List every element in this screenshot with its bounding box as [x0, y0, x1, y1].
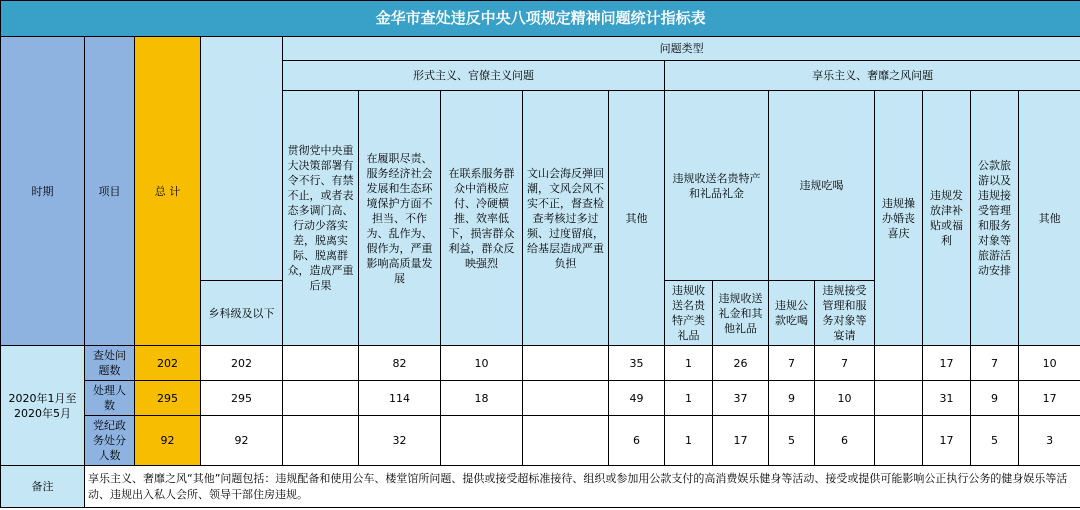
- header-formalism-other: 其他: [609, 91, 665, 346]
- cell: 7: [971, 346, 1019, 381]
- cell: 1: [665, 381, 713, 416]
- header-formalism-col-1: 贯彻党中央重大决策部署有令不行、有禁不止，或者表态多调门高、行动少落实差，脱离实际、脱离群众，造成严重后果: [283, 91, 359, 346]
- cell: [441, 416, 523, 466]
- row-total: 295: [135, 381, 201, 416]
- cell: 6: [609, 416, 665, 466]
- row-label: 党纪政务处分人数: [85, 416, 135, 466]
- row-township: 92: [201, 416, 283, 466]
- cell: 17: [1019, 381, 1080, 416]
- cell: 9: [769, 381, 815, 416]
- cell: [875, 346, 923, 381]
- note-text: 享乐主义、奢靡之风“其他”问题包括：违规配备和使用公车、楼堂馆所问题、提供或接受超标准接待、组织或参加用公款支付的高消费娱乐健身等活动、接受或提供可能影响公正执行公务的健身娱乐等活动、违规出入私人会所、领导干部住房违规。: [85, 466, 1080, 508]
- cell: 7: [769, 346, 815, 381]
- cell: [875, 381, 923, 416]
- header-gifts-sub-1: 违规收送名贵特产类礼品: [665, 281, 713, 346]
- cell: 49: [609, 381, 665, 416]
- cell: 18: [441, 381, 523, 416]
- cell: [875, 416, 923, 466]
- header-dining-sub-1: 违规公款吃喝: [769, 281, 815, 346]
- row-township: 202: [201, 346, 283, 381]
- cell: 17: [923, 416, 971, 466]
- row-total: 92: [135, 416, 201, 466]
- header-gifts-group: 违规收送名贵特产和礼品礼金: [665, 91, 769, 281]
- period-value: 2020年1月至2020年5月: [1, 346, 85, 466]
- cell: [283, 416, 359, 466]
- row-label: 查处问题数: [85, 346, 135, 381]
- header-travel: 公款旅游以及违规接受管理和服务对象等旅游活动安排: [971, 91, 1019, 346]
- header-weddings: 违规操办婚丧喜庆: [875, 91, 923, 346]
- cell: 82: [359, 346, 441, 381]
- cell: 5: [971, 416, 1019, 466]
- row-label: 处理人数: [85, 381, 135, 416]
- header-blank: [201, 37, 283, 281]
- cell: 37: [713, 381, 769, 416]
- cell: 31: [923, 381, 971, 416]
- cell: 3: [1019, 416, 1080, 466]
- header-hedonism-other: 其他: [1019, 91, 1080, 346]
- header-township: 乡科级及以下: [201, 281, 283, 346]
- header-problem-type: 问题类型: [283, 37, 1080, 61]
- header-subsidies: 违规发放津补贴或福利: [923, 91, 971, 346]
- header-hedonism-group: 享乐主义、奢靡之风问题: [665, 61, 1080, 91]
- cell: [283, 346, 359, 381]
- header-item: 项目: [85, 37, 135, 346]
- cell: 10: [1019, 346, 1080, 381]
- header-gifts-sub-2: 违规收送礼金和其他礼品: [713, 281, 769, 346]
- page-title: 金华市查处违反中央八项规定精神问题统计指标表: [1, 1, 1080, 37]
- cell: 17: [713, 416, 769, 466]
- cell: 10: [815, 381, 875, 416]
- header-dining-group: 违规吃喝: [769, 91, 875, 281]
- cell: 7: [815, 346, 875, 381]
- cell: [283, 381, 359, 416]
- cell: [523, 381, 609, 416]
- cell: [523, 416, 609, 466]
- cell: 114: [359, 381, 441, 416]
- cell: 9: [971, 381, 1019, 416]
- header-formalism-col-3: 在联系服务群众中消极应付、冷硬横推、效率低下，损害群众利益，群众反映强烈: [441, 91, 523, 346]
- header-formalism-col-2: 在履职尽责、服务经济社会发展和生态环境保护方面不担当、不作为、乱作为、假作为，严重影响高质量发展: [359, 91, 441, 346]
- cell: 5: [769, 416, 815, 466]
- cell: 35: [609, 346, 665, 381]
- cell: 26: [713, 346, 769, 381]
- cell: 32: [359, 416, 441, 466]
- cell: 6: [815, 416, 875, 466]
- header-formalism-group: 形式主义、官僚主义问题: [283, 61, 665, 91]
- cell: 1: [665, 416, 713, 466]
- header-dining-sub-2: 违规接受管理和服务对象等宴请: [815, 281, 875, 346]
- cell: [523, 346, 609, 381]
- note-label: 备注: [1, 466, 85, 508]
- row-total: 202: [135, 346, 201, 381]
- cell: 17: [923, 346, 971, 381]
- header-formalism-col-4: 文山会海反弹回潮，文风会风不实不正，督查检查考核过多过频、过度留痕，给基层造成严重负担: [523, 91, 609, 346]
- header-total: 总 计: [135, 37, 201, 346]
- cell: 1: [665, 346, 713, 381]
- row-township: 295: [201, 381, 283, 416]
- header-period: 时期: [1, 37, 85, 346]
- cell: 10: [441, 346, 523, 381]
